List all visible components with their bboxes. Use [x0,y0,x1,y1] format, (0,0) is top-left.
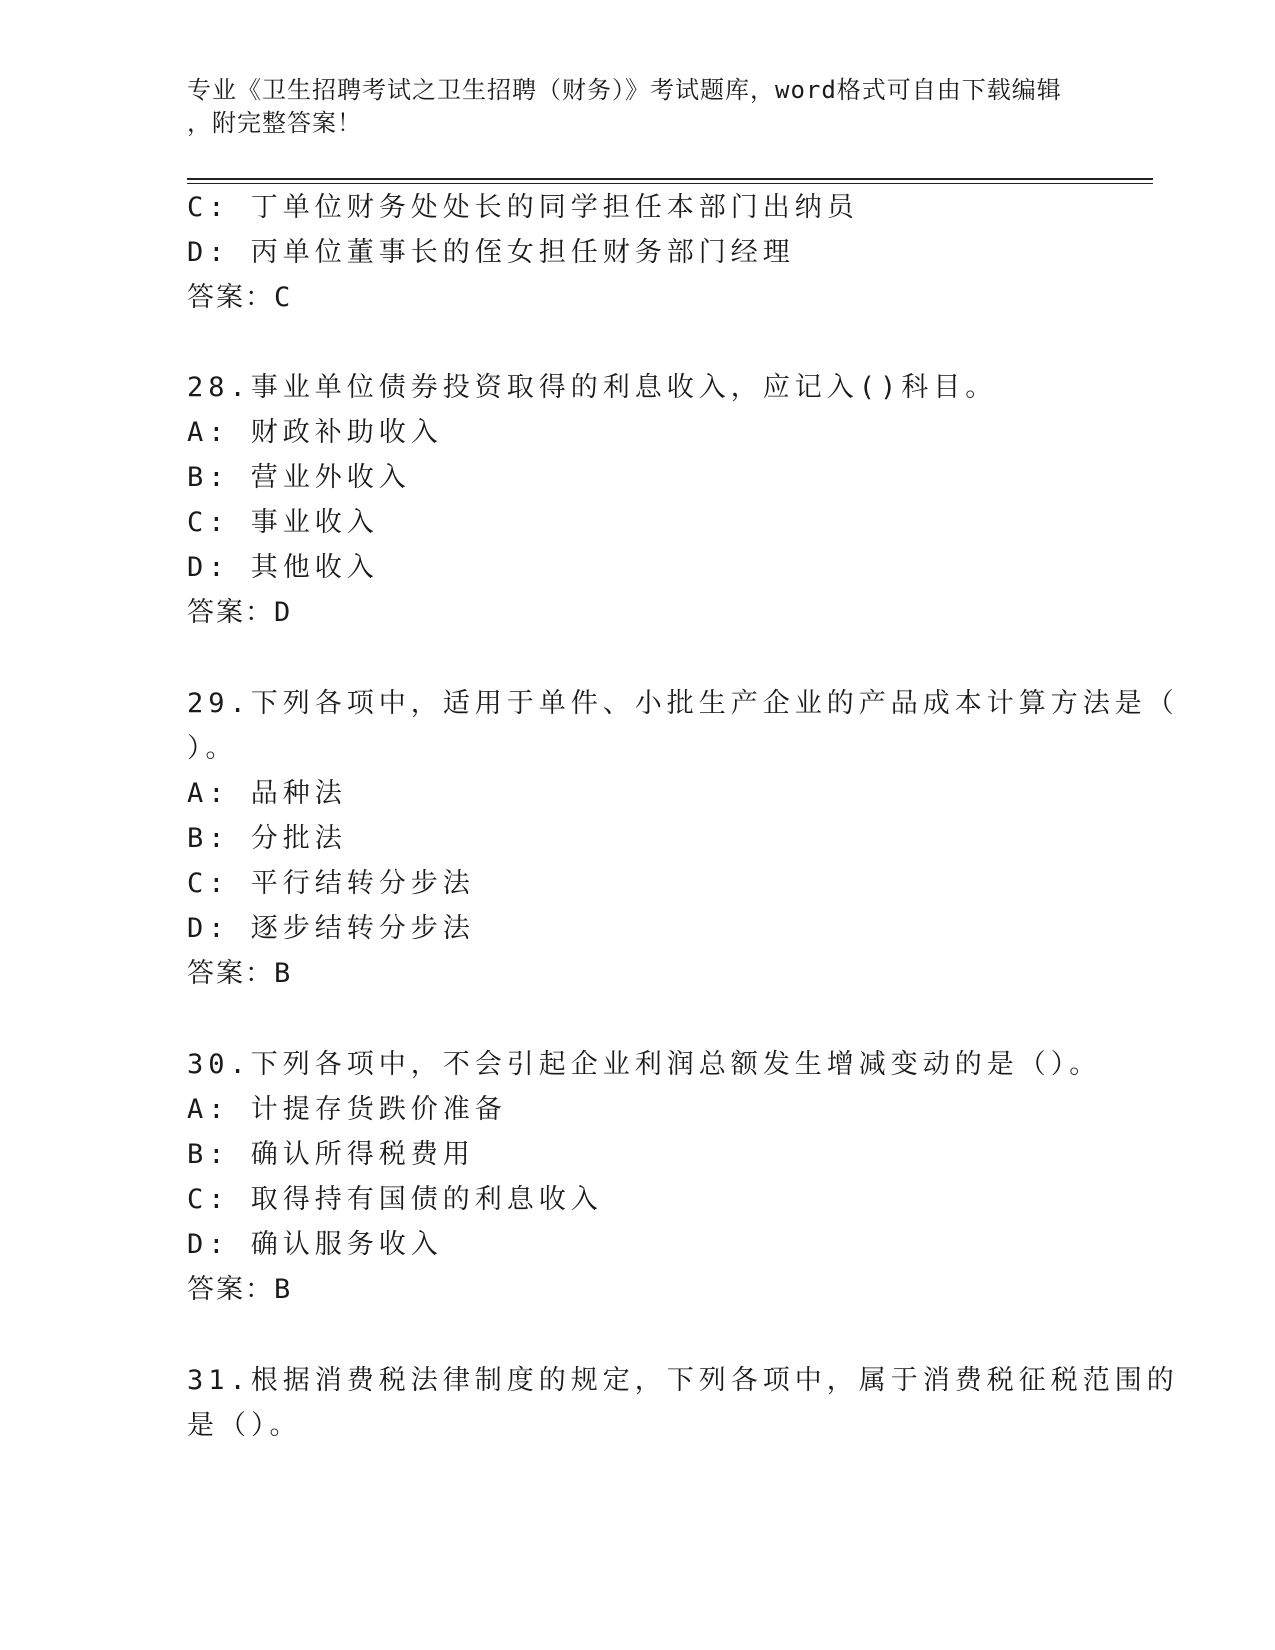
answer-label: 答案： [187,282,274,313]
question-31-stem-line-1: 31.根据消费税法律制度的规定，下列各项中，属于消费税征税范围的 [187,1365,1179,1396]
document-header [187,74,1067,140]
question-29-stem-line-1: 29.下列各项中，适用于单件、小批生产企业的产品成本计算方法是（ [187,688,1179,719]
answer-value: B [274,1274,293,1305]
question-29-option-c: C: 平行结转分步法 [187,868,475,899]
question-30-option-a: A: 计提存货跌价准备 [187,1094,507,1125]
question-29-stem-line-2: ）。 [187,733,238,764]
question-28-option-d: D: 其他收入 [187,552,379,583]
answer-label: 答案： [187,597,274,628]
question-30-answer [187,1272,292,1308]
question-28-stem: 28.事业单位债券投资取得的利息收入，应记入()科目。 [187,372,998,403]
header-line-2: ，附完整答案！ [187,109,362,137]
question-30-option-b: B: 确认所得税费用 [187,1139,475,1170]
question-28-option-c: C: 事业收入 [187,507,379,538]
answer-value: C [274,282,293,313]
answer-label: 答案： [187,1274,274,1305]
prev-option-c: C: 丁单位财务处处长的同学担任本部门出纳员 [187,192,859,223]
question-29-answer [187,956,292,992]
question-30-option-d: D: 确认服务收入 [187,1229,443,1260]
answer-value: B [274,958,293,989]
prev-answer [187,280,292,316]
header-line-1: 专业《卫生招聘考试之卫生招聘（财务）》考试题库，word格式可自由下载编辑 [187,76,1062,104]
question-28-option-b: B: 营业外收入 [187,462,411,493]
question-30-option-c: C: 取得持有国债的利息收入 [187,1184,603,1215]
question-28-option-a: A: 财政补助收入 [187,417,443,448]
header-divider-thick [187,178,1153,180]
header-divider-thin [187,183,1153,184]
question-28-answer [187,595,292,631]
prev-option-d: D: 丙单位董事长的侄女担任财务部门经理 [187,237,795,268]
answer-value: D [274,597,293,628]
question-29-option-d: D: 逐步结转分步法 [187,913,475,944]
question-30-stem: 30.下列各项中，不会引起企业利润总额发生增减变动的是（）。 [187,1049,1102,1080]
question-29-option-b: B: 分批法 [187,823,347,854]
answer-label: 答案： [187,958,274,989]
question-29-option-a: A: 品种法 [187,778,347,809]
question-31-stem-line-2: 是（）。 [187,1410,302,1441]
